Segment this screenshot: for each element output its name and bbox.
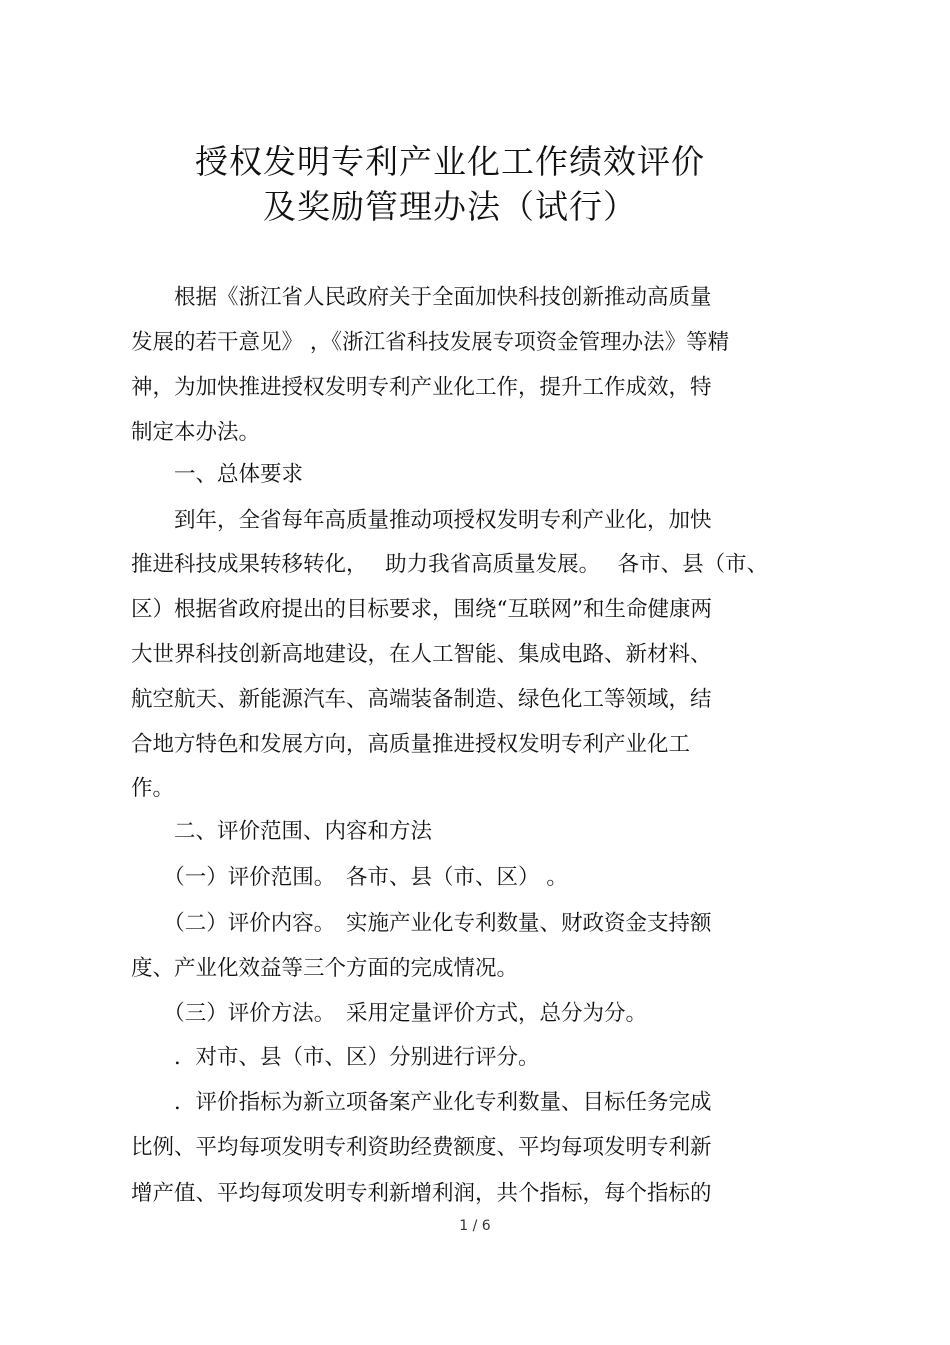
body-line: 制定本办法。	[131, 420, 261, 445]
body-line: ．评价指标为新立项备案产业化专利数量、目标任务完成	[131, 1090, 712, 1115]
body-line: 到年，全省每年高质量推动项授权发明专利产业化，加快	[131, 508, 712, 533]
body-line: 合地方特色和发展方向，高质量推进授权发明专利产业化工	[131, 732, 691, 757]
body-line: 区）根据省政府提出的目标要求，围绕“互联网”和生命健康两	[131, 597, 712, 622]
body-line: 神，为加快推进授权发明专利产业化工作，提升工作成效，特	[131, 375, 712, 400]
page-number: 1 / 6	[459, 1218, 491, 1234]
body-line: ．对市、县（市、区）分别进行评分。	[131, 1045, 540, 1070]
document-title-line-2: 及奖励管理办法（试行）	[263, 187, 637, 226]
body-line: 推进科技成果转移转化， 助力我省高质量发展。 各市、县（市、	[131, 552, 769, 577]
body-line: 度、产业化效益等三个方面的完成情况。	[131, 956, 519, 981]
body-line: （二）评价内容。 实施产业化专利数量、财政资金支持额	[131, 911, 712, 936]
body-line: 比例、平均每项发明专利资助经费额度、平均每项发明专利新	[131, 1135, 712, 1160]
section-heading: 一、总体要求	[131, 462, 304, 487]
body-line: 发展的若干意见》 ，《浙江省科技发展专项资金管理办法》等精	[131, 330, 730, 355]
body-line: 根据《浙江省人民政府关于全面加快科技创新推动高质量	[131, 285, 712, 310]
body-line: （三）评价方法。 采用定量评价方式，总分为分。	[131, 1001, 648, 1026]
body-line: （一）评价范围。 各市、县（市、区） 。	[131, 865, 568, 890]
body-line: 增产值、平均每项发明专利新增利润，共个指标，每个指标的	[131, 1181, 712, 1206]
body-line: 航空航天、新能源汽车、高端装备制造、绿色化工等领域，结	[131, 687, 712, 712]
section-heading: 二、评价范围、内容和方法	[131, 819, 433, 844]
body-line: 作。	[131, 776, 175, 801]
body-line: 大世界科技创新高地建设，在人工智能、集成电路、新材料、	[131, 642, 712, 667]
document-title-line-1: 授权发明专利产业化工作绩效评价	[195, 142, 705, 181]
